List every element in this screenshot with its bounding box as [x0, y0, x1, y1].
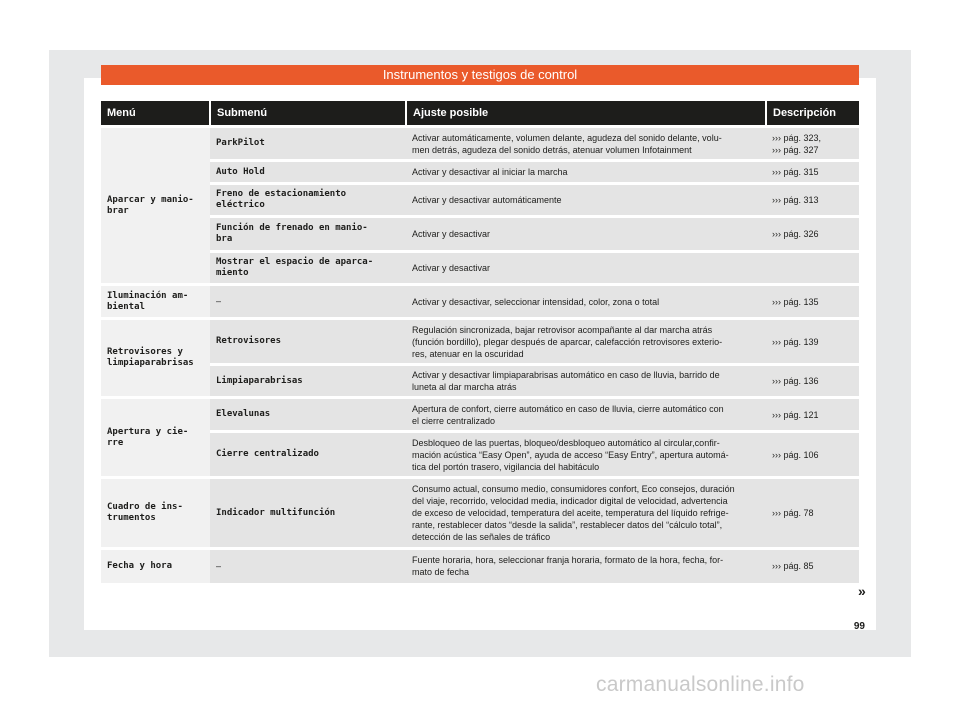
watermark: carmanualsonline.info — [596, 673, 805, 696]
menu-cell — [101, 285, 210, 319]
adjustment-cell — [406, 478, 766, 549]
adjustment-cell — [406, 184, 766, 217]
table-row — [101, 478, 859, 549]
table-row — [101, 252, 859, 285]
table-row — [101, 285, 859, 319]
submenu-cell — [210, 365, 406, 398]
cell-line: ››› pág. 136 — [772, 376, 819, 386]
submenu-cell — [210, 478, 406, 549]
cell-line: de exceso de velocidad, temperatura del aceite, temperatura del líquido refrige- — [412, 508, 729, 518]
submenu-cell — [210, 252, 406, 285]
cell-line: ››› pág. 326 — [772, 229, 819, 239]
cell-line: detección de las señales de tráfico — [412, 532, 551, 542]
table-row — [101, 432, 859, 478]
header-menu: Menú — [101, 101, 210, 127]
submenu-cell — [210, 184, 406, 217]
cell-line: Iluminación am- — [107, 290, 189, 301]
cell-line: ››› pág. 315 — [772, 167, 819, 177]
cell-line: – — [216, 296, 222, 306]
cell-line: ››› pág. 135 — [772, 296, 819, 307]
cell-line: Función de frenado en manio- — [216, 223, 368, 233]
menu-cell — [101, 478, 210, 549]
cell-line: Apertura de confort, cierre automático en caso de lluvia, cierre automático con — [412, 403, 724, 414]
cell-line: Apertura y cie- — [107, 426, 189, 437]
cell-line: miento — [216, 268, 249, 278]
cell-line: ››› pág. 139 — [772, 336, 819, 347]
cell-line: ››› pág. 121 — [772, 409, 819, 420]
table-body — [101, 127, 859, 583]
cell-line: Retrovisores — [216, 336, 282, 346]
cell-line: Indicador multifunción — [216, 507, 336, 518]
cell-line: Limpiaparabrisas — [216, 375, 303, 386]
menu-cell — [101, 127, 210, 285]
cell-line: ParkPilot — [216, 138, 265, 148]
table-row — [101, 365, 859, 398]
cell-line: Desbloqueo de las puertas, bloqueo/desbloqueo automático al circular,confir- — [412, 437, 720, 448]
adjustment-cell — [406, 319, 766, 365]
table-row — [101, 549, 859, 583]
description-cell — [766, 285, 859, 319]
cell-line: Cierre centralizado — [216, 449, 319, 459]
submenu-cell — [210, 398, 406, 432]
description-cell — [766, 161, 859, 184]
cell-line: ››› pág. 78 — [772, 508, 814, 518]
cell-line: Retrovisores y — [107, 347, 183, 357]
cell-line: Fuente horaria, hora, seleccionar franja horaria, formato de la hora, fecha, for- — [412, 555, 724, 566]
table-row — [101, 161, 859, 184]
cell-line: brar — [107, 205, 129, 216]
cell-line: Mostrar el espacio de aparca- — [216, 257, 374, 267]
page-number: 99 — [853, 621, 865, 632]
submenu-cell — [210, 432, 406, 478]
adjustment-cell — [406, 285, 766, 319]
table-row — [101, 127, 859, 161]
adjustment-cell — [406, 432, 766, 478]
cell-line: ››› pág. 313 — [772, 195, 819, 205]
menu-cell — [101, 549, 210, 583]
cell-line: Auto Hold — [216, 166, 265, 177]
adjustment-cell — [406, 217, 766, 252]
cell-line: res, atenuar en la oscuridad — [412, 348, 524, 359]
cell-line: Elevalunas — [216, 409, 271, 419]
cell-line: ››› pág. 85 — [772, 561, 814, 572]
description-cell — [766, 549, 859, 583]
header-adjustment: Ajuste posible — [406, 101, 766, 127]
cell-line: ››› pág. 323, — [772, 132, 822, 143]
adjustment-cell — [406, 549, 766, 583]
cell-line: Activar y desactivar automáticamente — [412, 195, 562, 205]
cell-line: tica del portón trasero, vigilancia del habitáculo — [412, 461, 600, 472]
cell-line: ››› pág. 327 — [772, 144, 819, 155]
submenu-cell — [210, 319, 406, 365]
cell-line: limpiaparabrisas — [107, 358, 194, 368]
menu-cell — [101, 319, 210, 398]
cell-line: Activar y desactivar — [412, 229, 491, 239]
cell-line: Activar y desactivar — [412, 263, 491, 273]
table-row — [101, 319, 859, 365]
table-header-row — [101, 101, 859, 127]
cell-line: rante, restablecer datos “desde la salida”, restablecer datos del “cálculo total”, — [412, 520, 723, 530]
description-cell — [766, 319, 859, 365]
submenu-cell — [210, 549, 406, 583]
header-description: Descripción — [766, 101, 859, 127]
description-cell — [766, 432, 859, 478]
description-cell — [766, 217, 859, 252]
adjustment-cell — [406, 365, 766, 398]
cell-line: men detrás, agudeza del sonido detrás, atenuar volumen Infotainment — [412, 144, 692, 155]
table-row — [101, 184, 859, 217]
cell-line: biental — [107, 301, 145, 312]
cell-line: bra — [216, 234, 233, 244]
section-banner: Instrumentos y testigos de control — [101, 65, 859, 85]
cell-line: mato de fecha — [412, 567, 470, 578]
adjustment-cell — [406, 398, 766, 432]
cell-line: Activar y desactivar limpiaparabrisas automático en caso de lluvia, barrido de — [412, 370, 720, 380]
submenu-cell — [210, 217, 406, 252]
cell-line: Consumo actual, consumo medio, consumidores confort, Eco consejos, duración — [412, 484, 735, 494]
cell-line: trumentos — [107, 513, 156, 523]
table-row — [101, 398, 859, 432]
cell-line: el cierre centralizado — [412, 415, 496, 426]
cell-line: Activar automáticamente, volumen delante, agudeza del sonido delante, volu- — [412, 132, 722, 143]
description-cell — [766, 478, 859, 549]
description-cell — [766, 252, 859, 285]
continuation-mark: » — [858, 583, 866, 599]
adjustment-cell — [406, 252, 766, 285]
description-cell — [766, 398, 859, 432]
cell-line: del viaje, recorrido, velocidad media, indicador digital de velocidad, advertencia — [412, 496, 728, 506]
cell-line: mación acústica “Easy Open”, ayuda de acceso “Easy Entry”, apertura automá- — [412, 449, 729, 460]
cell-line: eléctrico — [216, 200, 265, 210]
cell-line: Aparcar y manio- — [107, 194, 194, 205]
submenu-cell — [210, 161, 406, 184]
table-row — [101, 217, 859, 252]
cell-line: Activar y desactivar al iniciar la marcha — [412, 167, 568, 177]
cell-line: Cuadro de ins- — [107, 502, 183, 512]
header-submenu: Submenú — [210, 101, 406, 127]
settings-table — [101, 101, 859, 583]
cell-line: Fecha y hora — [107, 560, 173, 571]
cell-line: Freno de estacionamiento — [216, 189, 347, 199]
cell-line: Activar y desactivar, seleccionar intensidad, color, zona o total — [412, 296, 660, 307]
menu-cell — [101, 398, 210, 478]
description-cell — [766, 184, 859, 217]
cell-line: rre — [107, 437, 124, 448]
description-cell — [766, 365, 859, 398]
cell-line: Regulación sincronizada, bajar retrovisor acompañante al dar marcha atrás — [412, 324, 713, 335]
adjustment-cell — [406, 127, 766, 161]
cell-line: (función bordillo), plegar después de aparcar, calefacción retrovisores exterio- — [412, 336, 723, 347]
description-cell — [766, 127, 859, 161]
submenu-cell — [210, 285, 406, 319]
submenu-cell — [210, 127, 406, 161]
adjustment-cell — [406, 161, 766, 184]
cell-line: luneta al dar marcha atrás — [412, 382, 517, 392]
cell-line: ››› pág. 106 — [772, 449, 819, 460]
cell-line: – — [216, 560, 222, 571]
